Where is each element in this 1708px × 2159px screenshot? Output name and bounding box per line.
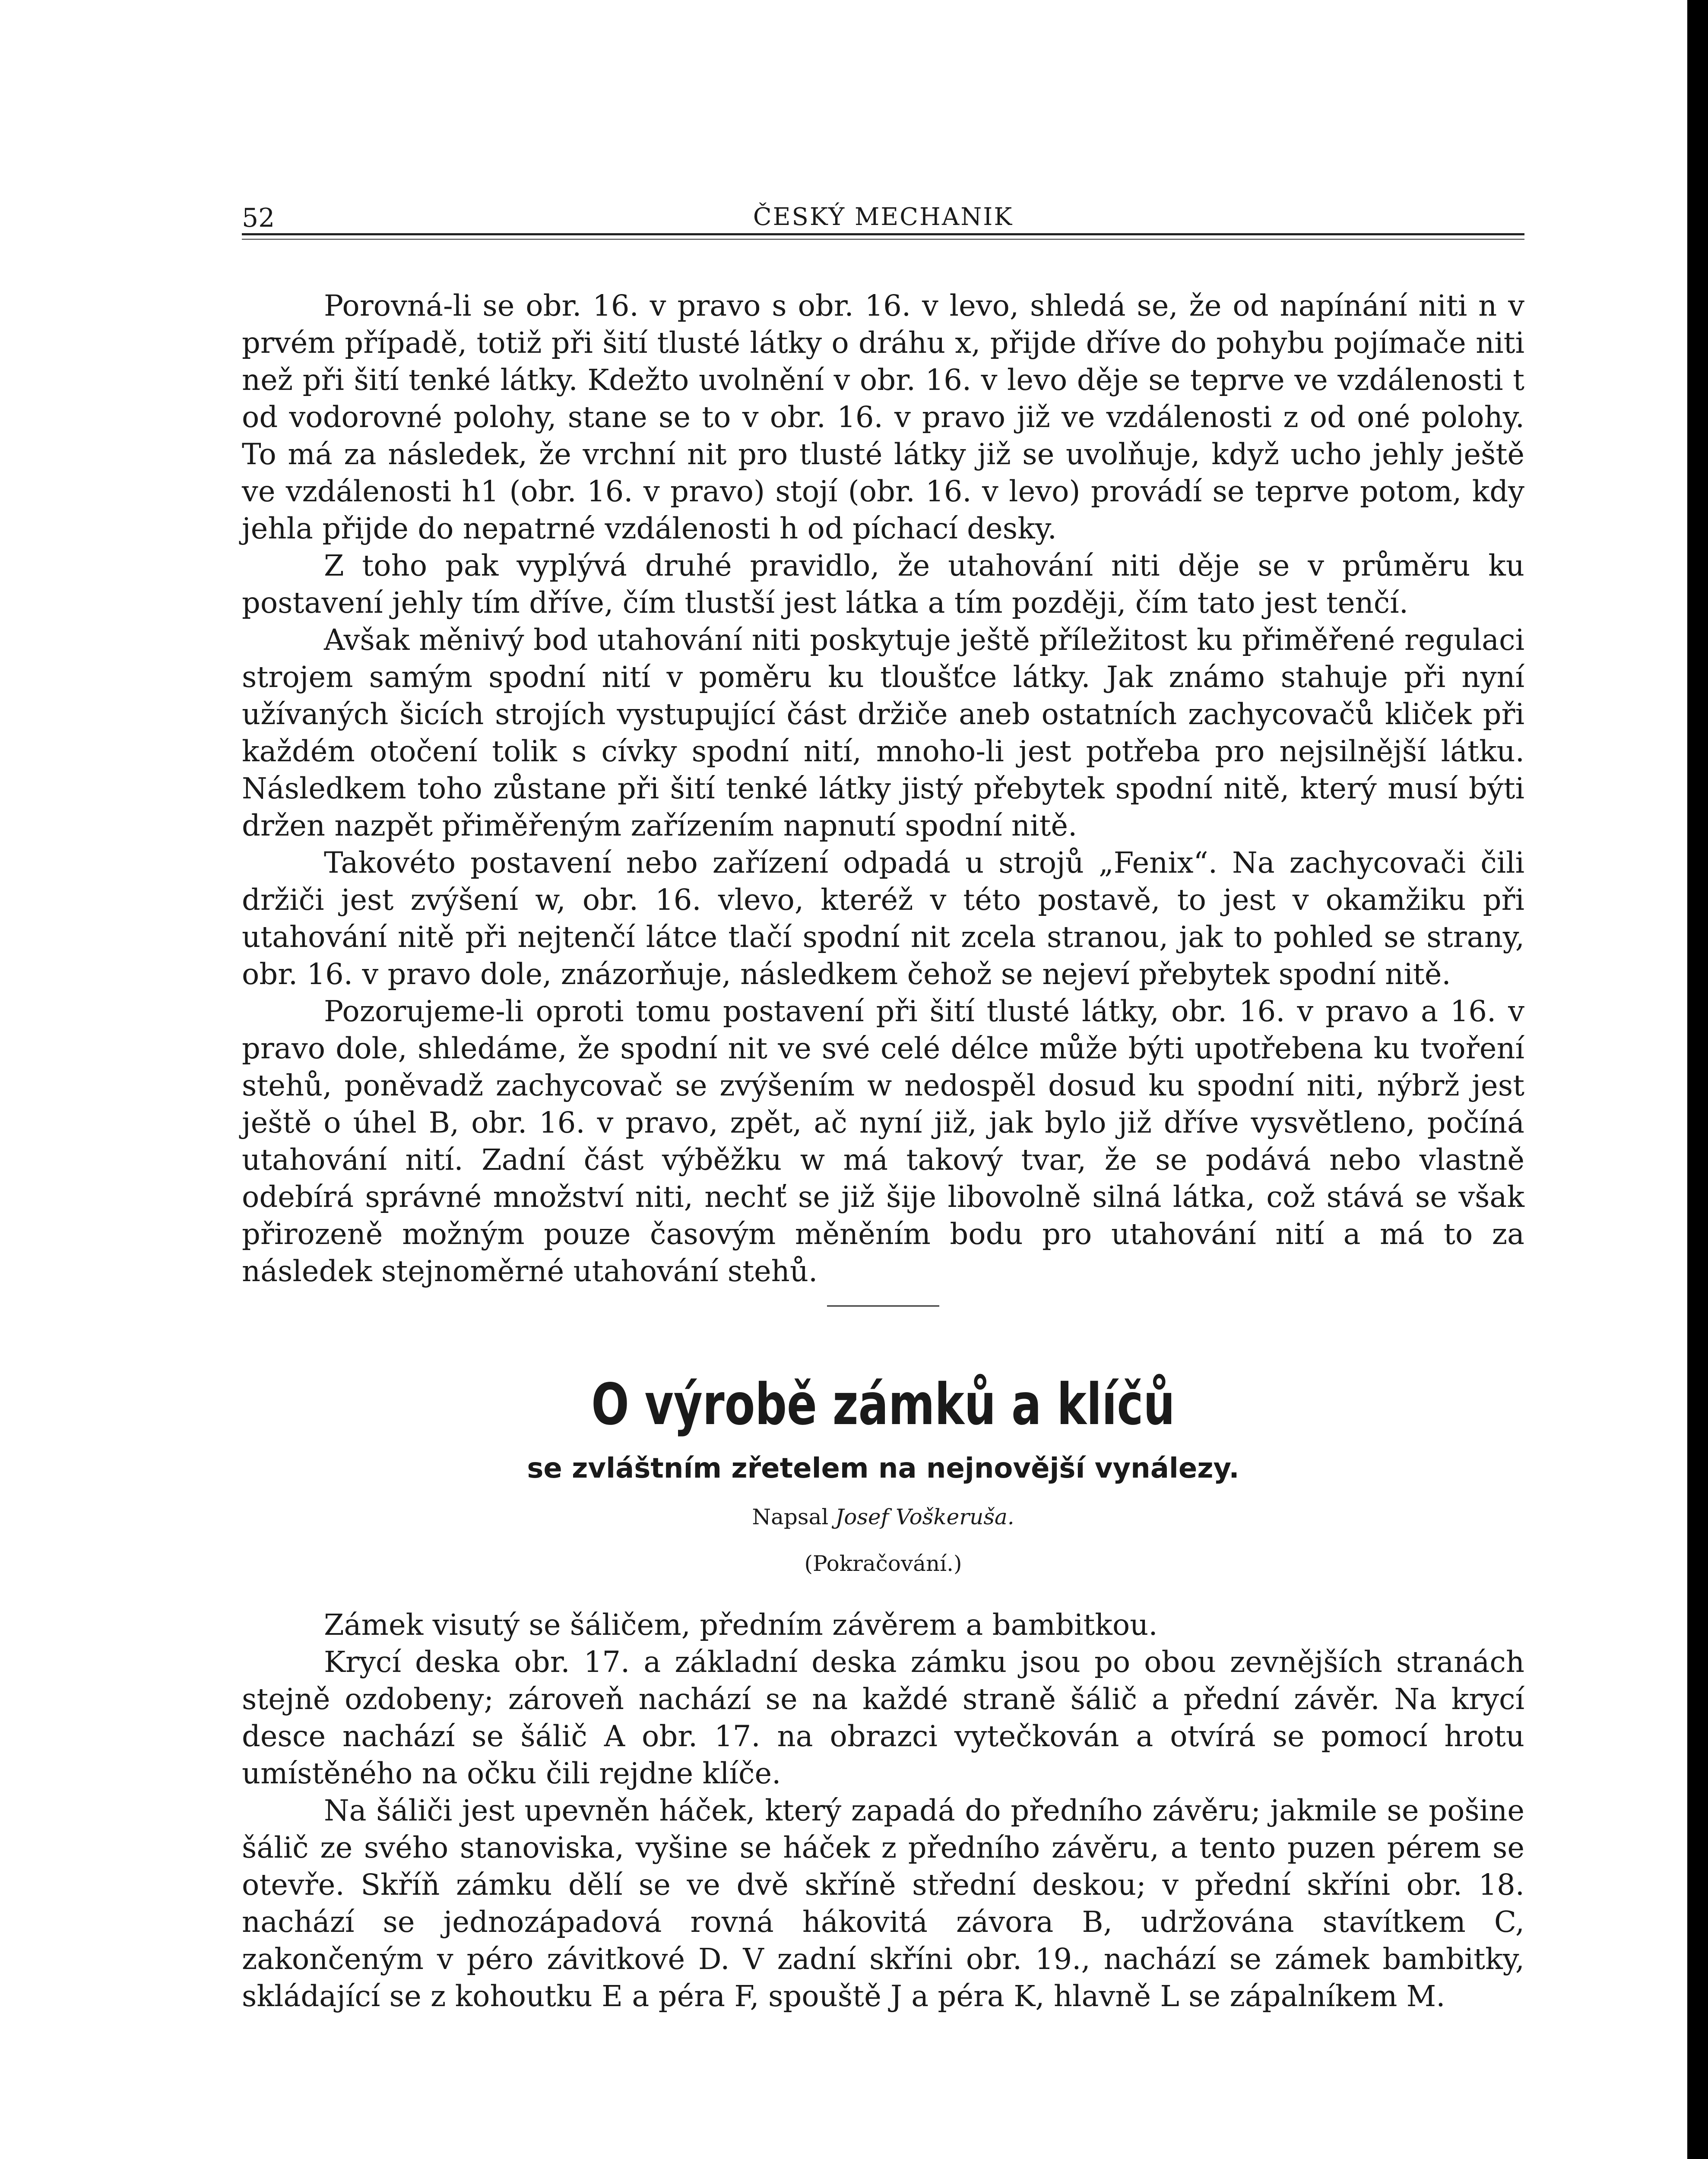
scan-edge-bar [1687, 0, 1708, 2159]
paragraph: Na šáliči jest upevněn háček, který zapadá do předního závěru; jakmile se pošine šálič ze svého stanoviska, vyšine se háček z předního závěru, a tento puzen pérem se otevře. Skříň zámku dělí se ve dvě skříně střední deskou; v přední skříni obr. 18. nachází se jednozápadová rovná hákovitá závora B, udržována stavítkem C, zakončeným v péro závitkové D. V zadní skříni obr. 19., nachází se zámek bambitky, skládající se z kohoutku E a péra F, spouště J a péra K, hlavně L se zápalníkem M. [242, 1794, 1524, 2013]
paragraph: Pozorujeme-li oproti tomu postavení při šití tlusté látky, obr. 16. v pravo a 16. v pravo dole, shledáme, že spodní nit ve své celé délce může býti upotřebena ku tvoření stehů, poněvadž zachycovač se zvýšením w nedospěl dosud ku spodní niti, nýbrž jest ještě o úhel B, obr. 16. v pravo, zpět, ač nyní již, jak bylo již dříve vysvětleno, počíná utahování nití. Zadní část výběžku w má takový tvar, že se podává nebo vlastně odebírá správné množství niti, nechť se již šije libovolně silná látka, což stává se však přirozeně možným pouze časovým měněním bodu pro utahování nití a má to za následek stejnoměrné utahování stehů. [242, 994, 1524, 1288]
journal-title: ČESKÝ MECHANIK [753, 203, 1014, 231]
header-rule [242, 233, 1524, 235]
paragraph: Zámek visutý se šáličem, předním závěrem a bambitkou. [324, 1608, 1158, 1642]
paragraph: Porovná-li se obr. 16. v pravo s obr. 16. v levo, shledá se, že od napínání niti n v prvém případě, totiž při šití tlusté látky o dráhu x, přijde dříve do pohybu pojímače niti než při šití tenké látky. Kdežto uvolnění v obr. 16. v levo děje se teprve ve vzdálenosti t od vodorovné polohy, stane se to v obr. 16. v pravo již ve vzdálenosti z od oné polohy. To má za následek, že vrchní nit pro tlusté látky již se uvolňuje, když ucho jehly ještě ve vzdálenosti h1 (obr. 16. v pravo) stojí (obr. 16. v levo) provádí se teprve potom, kdy jehla přijde do nepatrné vzdálenosti h od píchací desky. [242, 289, 1524, 545]
paragraph: Krycí deska obr. 17. a základní deska zámku jsou po obou zevnějších stranách stejně ozdobeny; zároveň nachází se na každé straně šálič a přední závěr. Na krycí desce nachází se šálič A obr. 17. na obrazci vytečkován a otvírá se pomocí hrotu umístěného na očku čili rejdne klíče. [242, 1645, 1524, 1790]
paragraph: Takovéto postavení nebo zařízení odpadá u strojů „Fenix“. Na zachycovači čili držiči jest zvýšení w, obr. 16. vlevo, kteréž v této postavě, to jest v okamžiku při utahování nitě při nejtenčí látce tlačí spodní nit zcela stranou, jak to pohled se strany, obr. 16. v pravo dole, znázorňuje, následkem čehož se nejeví přebytek spodní nitě. [242, 846, 1524, 991]
section-separator [827, 1305, 939, 1307]
paragraph: Avšak měnivý bod utahování niti poskytuje ještě příležitost ku přiměřené regulaci strojem samým spodní nití v poměru ku tloušťce látky. Jak známo stahuje při nyní užívaných šicích strojích vystupující část držiče aneb ostatních zachycovačů kliček při každém otočení tolik s cívky spodní nití, mnoho-li jest potřeba pro nejsilnější látku. Následkem toho zůstane při šití tenké látky jistý přebytek spodní nitě, který musí býti držen nazpět přiměřeným zařízením napnutí spodní nitě. [242, 623, 1524, 842]
byline-prefix: Napsal [752, 1504, 829, 1529]
running-head [242, 181, 1524, 233]
header-rule-thin [242, 239, 1524, 240]
article-title: O výrobě zámků a klíčů [591, 1371, 1175, 1438]
continuation-note: (Pokračování.) [804, 1551, 962, 1576]
paragraph: Z toho pak vyplývá druhé pravidlo, že utahování niti děje se v průměru ku postavení jehly tím dříve, čím tlustší jest látka a tím později, čím tato jest tenčí. [242, 549, 1524, 620]
article-subtitle: se zvláštním zřetelem na nejnovější vynálezy. [527, 1453, 1239, 1485]
author-name: Josef Voškeruša. [835, 1504, 1014, 1529]
page [242, 181, 1524, 2015]
article-1-body [242, 287, 1524, 1290]
article-2-body [242, 1606, 1524, 2015]
byline [242, 1504, 1524, 1529]
page-number: 52 [242, 203, 275, 233]
